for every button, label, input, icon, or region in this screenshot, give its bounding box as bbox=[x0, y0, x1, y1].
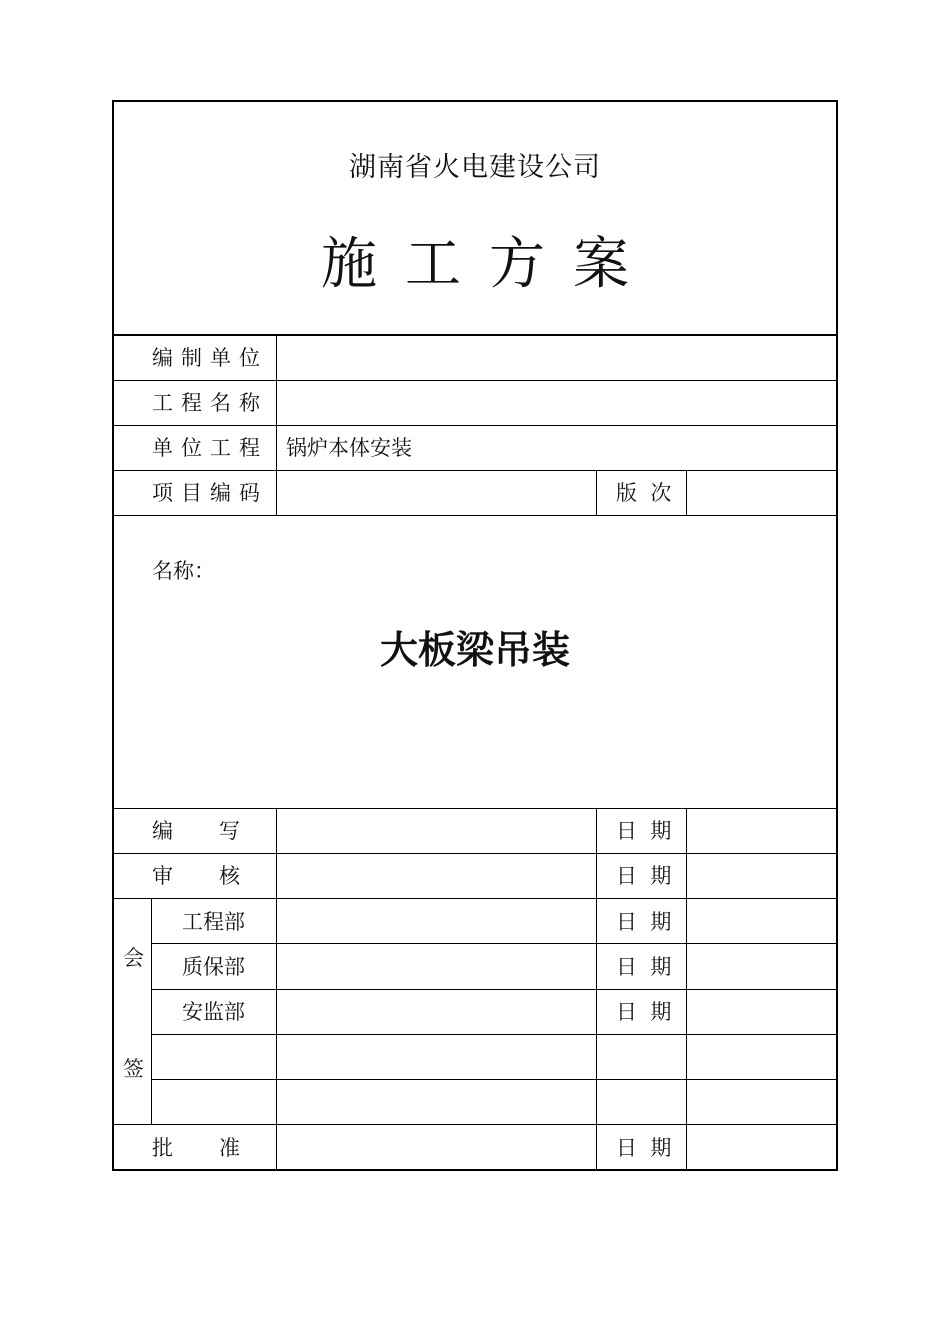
label-column-divider bbox=[276, 808, 277, 1169]
countersign-char-hui: 会 bbox=[123, 946, 144, 970]
unit-project-value[interactable]: 锅炉本体安装 bbox=[286, 436, 412, 460]
quality-dept-date-label: 日 期 bbox=[616, 955, 672, 979]
countersign-char-qian: 签 bbox=[123, 1057, 144, 1081]
safety-dept-date-label: 日 期 bbox=[616, 1000, 672, 1024]
unit-project-label: 单位工程 bbox=[152, 436, 268, 460]
row-divider bbox=[114, 515, 836, 516]
row-divider bbox=[114, 380, 836, 381]
row-divider bbox=[151, 989, 836, 990]
approved-by-label bbox=[152, 1138, 240, 1159]
engineering-dept-date-label: 日 期 bbox=[616, 910, 672, 934]
reviewed-by-date-label: 日 期 bbox=[616, 864, 672, 888]
quality-dept-label: 质保部 bbox=[182, 955, 245, 979]
label-column-divider bbox=[276, 334, 277, 515]
row-divider bbox=[114, 1124, 836, 1125]
project-name-label: 工程名称 bbox=[152, 391, 268, 415]
countersign-column-divider bbox=[151, 898, 152, 1124]
written-by-char: 写 bbox=[219, 819, 240, 843]
approved-by-char: 批 bbox=[152, 1136, 173, 1160]
approved-by-date-label: 日 期 bbox=[616, 1136, 672, 1160]
row-divider bbox=[114, 898, 836, 899]
date-label-column-divider bbox=[596, 808, 597, 1169]
row-divider bbox=[114, 425, 836, 426]
construction-plan-cover-form bbox=[112, 100, 838, 1171]
approved-by-char: 准 bbox=[219, 1136, 240, 1160]
scheme-name-value: 大板梁吊装 bbox=[379, 628, 570, 672]
date-value-column-divider bbox=[686, 808, 687, 1169]
compiling-unit-label: 编制单位 bbox=[152, 346, 268, 370]
row-divider bbox=[151, 943, 836, 944]
engineering-dept-label: 工程部 bbox=[182, 910, 245, 934]
written-by-char: 编 bbox=[152, 819, 173, 843]
row-divider bbox=[114, 808, 836, 809]
document-type-title: 施工方案 bbox=[321, 232, 657, 297]
reviewed-by-char: 核 bbox=[219, 864, 240, 888]
safety-dept-label: 安监部 bbox=[182, 1000, 245, 1024]
version-label: 版 次 bbox=[616, 481, 672, 505]
version-column-divider bbox=[596, 470, 597, 515]
reviewed-by-char: 审 bbox=[152, 864, 173, 888]
written-by-label bbox=[152, 821, 240, 842]
reviewed-by-label bbox=[152, 866, 240, 887]
row-divider bbox=[151, 1034, 836, 1035]
company-name: 湖南省火电建设公司 bbox=[349, 152, 601, 183]
written-by-date-label: 日 期 bbox=[616, 819, 672, 843]
row-divider bbox=[114, 470, 836, 471]
header-divider bbox=[114, 334, 836, 336]
row-divider bbox=[114, 853, 836, 854]
project-code-label: 项目编码 bbox=[152, 481, 268, 505]
scheme-name-label: 名称： bbox=[152, 559, 215, 583]
version-value-divider bbox=[686, 470, 687, 515]
row-divider bbox=[151, 1079, 836, 1080]
